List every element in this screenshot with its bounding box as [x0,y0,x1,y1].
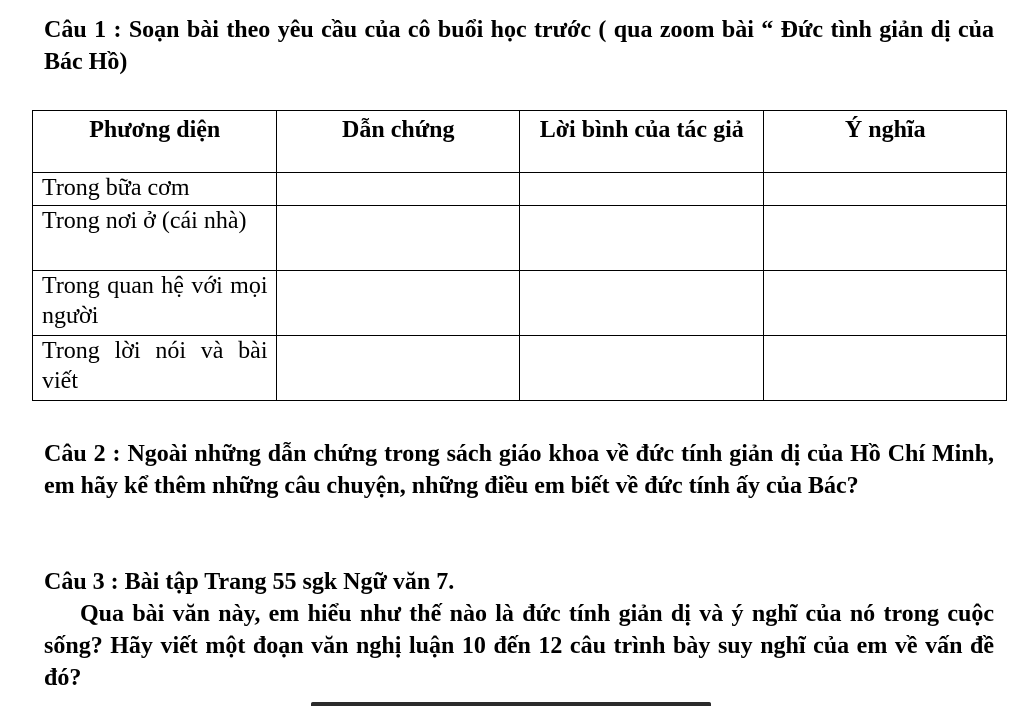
empty-cell [520,206,764,271]
header-aspect: Phương diện [33,111,277,173]
empty-cell [520,173,764,206]
table-row [33,336,1007,401]
header-evidence: Dẫn chứng [276,111,520,173]
question-3-body: Qua bài văn này, em hiểu như thế nào là đức tính giản dị và ý nghĩ của nó trong cuộc sống? Hãy viết một đoạn văn nghị luận 10 đến 12 câu trình bày suy nghĩ của em về vấn đề đó? [44,601,994,691]
empty-cell [276,271,520,336]
row-label-speech-writing: Trong lời nói và bài viết [33,336,277,401]
empty-cell [276,173,520,206]
header-author-comment: Lời bình của tác giả [520,111,764,173]
empty-cell [276,206,520,271]
row-label-relationships: Trong quan hệ với mọi người [33,271,277,336]
question-2-text: Câu 2 : Ngoài những dẫn chứng trong sách giáo khoa về đức tính giản dị của Hồ Chí Minh, em hãy kể thêm những câu chuyện, những điều em biết về đức tính ấy của Bác? [44,441,994,499]
empty-cell [763,336,1007,401]
scroll-indicator-bar [311,702,711,706]
question-1-title: Câu 1 : Soạn bài theo yêu cầu của cô buổi học trước ( qua zoom bài “ Đức tình giản dị của Bác Hồ) [44,17,994,75]
table-row [33,206,1007,271]
empty-cell [520,271,764,336]
table-row [33,173,1007,206]
row-label-meals: Trong bữa cơm [33,173,277,206]
empty-cell [520,336,764,401]
table-header-row [33,111,1007,173]
row-label-residence: Trong nơi ở (cái nhà) [33,206,277,271]
empty-cell [276,336,520,401]
table-row [33,271,1007,336]
header-meaning: Ý nghĩa [763,111,1007,173]
question-3-title: Câu 3 : Bài tập Trang 55 sgk Ngữ văn 7. [44,569,455,595]
empty-cell [763,206,1007,271]
empty-cell [763,271,1007,336]
analysis-table [32,110,1007,401]
empty-cell [763,173,1007,206]
